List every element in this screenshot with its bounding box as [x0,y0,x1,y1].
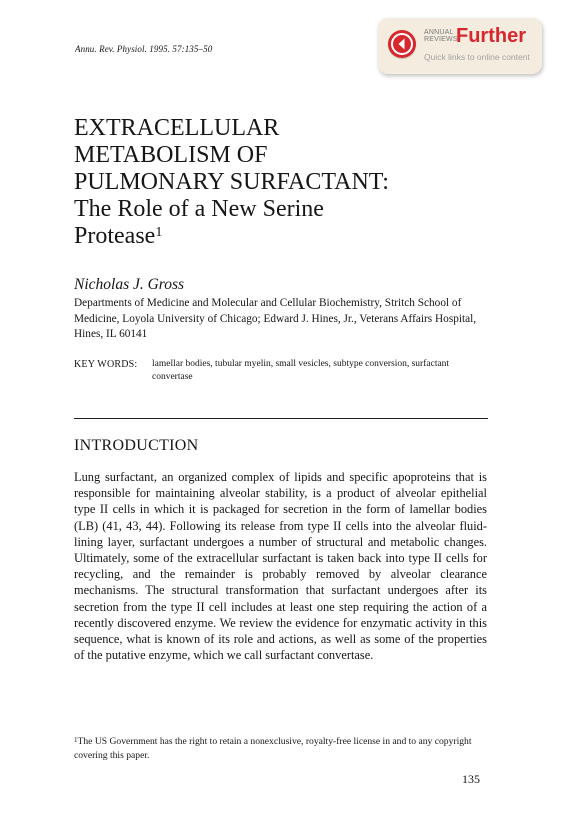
badge-further-label: Further [456,25,526,47]
footnote-text: The US Government has the right to retain a nonexclusive, royalty-free license in and to any copyright covering this paper. [74,736,472,761]
play-arrow-icon [388,30,416,58]
title-line: EXTRACELLULAR [74,115,280,141]
badge-tagline: Quick links to online content [424,52,530,62]
badge-annual-reviews-label: ANNUAL REVIEWS [424,29,458,43]
title-line-last: Protease$^1$ [74,223,163,249]
title-line: PULMONARY SURFACTANT: [74,169,389,195]
article-title [74,115,389,250]
title-footnote-mark: 1 [155,225,163,240]
author-affiliation: Departments of Medicine and Molecular and Cellular Biochemistry, Stritch School of Medicine, Loyola University of Chicago; Edward J. Hines, Jr., Veterans Affairs Hospital, Hines, IL 60141 [74,297,477,340]
footnote [74,735,494,763]
page-number: 135 [462,772,480,786]
footnote-mark: 1 [74,736,78,744]
title-line: The Role of a New Serine [74,196,324,222]
keywords-label: KEY WORDS: [74,359,138,370]
title-line: METABOLISM OF [74,142,268,168]
author-name: Nicholas J. Gross [74,276,185,293]
section-heading: INTRODUCTION [74,437,199,454]
annual-reviews-further-badge[interactable] [378,18,542,74]
journal-citation: Annu. Rev. Physiol. 1995. 57:135–50 [75,44,213,54]
section-divider [74,418,488,419]
introduction-paragraph: Lung surfactant, an organized complex of lipids and specific apoproteins that is responsible for maintaining alveolar stability, is a product of alveolar epithelial type II cells in which it is packaged for secretion in the form of lamellar bodies (LB) (41, 43, 44). Following its release from type II cells into the alveolar fluid-lining layer, surfactant undergoes a number of structural and metabolic changes. Ultimately, some of the extracellular surfactant is taken back into type II cells for recycling, and the remainder is probably removed by alveolar clearance mechanisms. The structural transformation that surfactant undergoes after its secretion from the type II cell includes at least one step requiring the action of a recently discovered enzyme. We review the evidence for enzymatic activity in this sequence, what is known of its role and actions, as well as some of the properties of the putative enzyme, which we call surfactant convertase. [74,470,487,663]
keywords-list: lamellar bodies, tubular myelin, small vesicles, subtype conversion, surfactant convertase [152,359,450,382]
